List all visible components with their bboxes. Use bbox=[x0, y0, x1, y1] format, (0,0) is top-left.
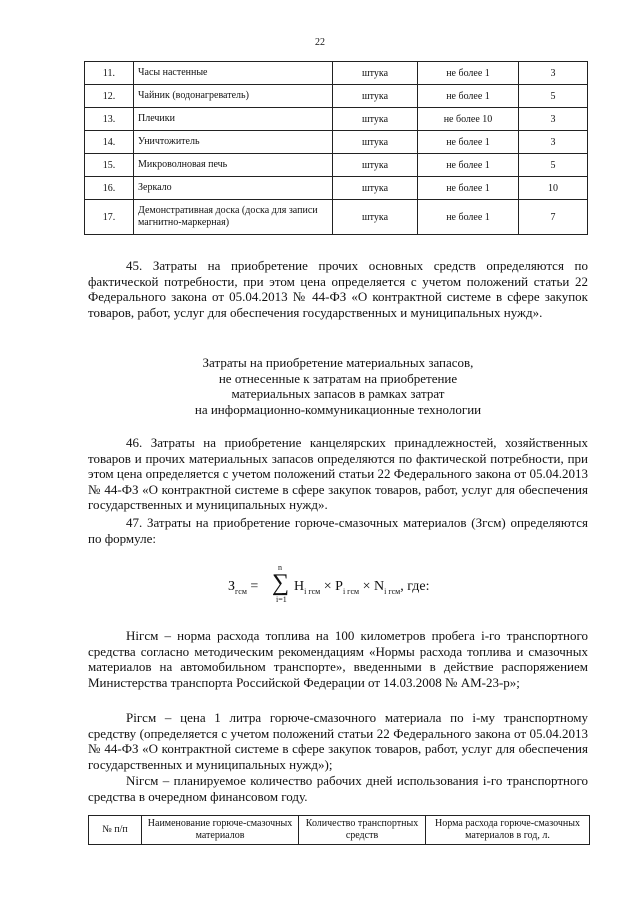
heading-line-1: Затраты на приобретение материальных запасов, bbox=[202, 355, 474, 370]
heading-line-4: на информационно-коммуникационные технологии bbox=[194, 401, 482, 417]
formula-rhs: $Н_{i гсм} \times Р_{i гсм} \times N_{i гсм}$, где: bbox=[294, 579, 430, 596]
definition-n-text: Niгсм – планируемое количество рабочих дней использования i-го транспортного средства в очередном финансовом году. bbox=[88, 773, 588, 804]
paragraph-45-text: 45. Затраты на приобретение прочих основных средств определяются по фактической потребности, при этом цена определяется с учетом положений статьи 22 Федерального закона от 05.04.2013 № 44-ФЗ «О контрактной системе в сфере закупок товаров, работ, услуг для обеспечения государственных и муниципальных нужд». bbox=[88, 258, 588, 320]
fuel-header-norm: Норма расхода горюче-смазочных материалов в год, л. bbox=[426, 816, 590, 845]
heading-line-3: материальных запасов в рамках затрат bbox=[231, 386, 445, 402]
fuel-table-header-row bbox=[89, 816, 590, 845]
definition-p bbox=[88, 710, 588, 772]
definition-h bbox=[88, 628, 588, 690]
cell-num: 17. bbox=[85, 200, 134, 235]
cell-limit: не более 1 bbox=[418, 200, 519, 235]
cell-limit: не более 1 bbox=[418, 177, 519, 200]
paragraph-46-text: 46. Затраты на приобретение канцелярских принадлежностей, хозяйственных товаров и прочих материальных запасов определяются по фактической потребности, при этом цена определяется с учетом положений статьи 22 Федерального закона от 05.04.2013 № 44-ФЗ «О контрактной системе в сфере закупок товаров, работ, услуг для обеспечения государственных и муниципальных нужд». bbox=[88, 435, 588, 513]
table-row bbox=[85, 108, 588, 131]
formula-lhs: $З_{гсм}$ = bbox=[228, 579, 259, 596]
cell-name: Чайник (водонагреватель) bbox=[134, 85, 333, 108]
cell-qty: 3 bbox=[519, 62, 588, 85]
fuel-cost-formula bbox=[228, 563, 488, 613]
heading-line-2: не отнесенные к затратам на приобретение bbox=[218, 370, 458, 386]
table-row bbox=[85, 200, 588, 235]
cell-qty: 7 bbox=[519, 200, 588, 235]
cell-name: Зеркало bbox=[134, 177, 333, 200]
cell-limit: не более 1 bbox=[418, 85, 519, 108]
cell-name: Микроволновая печь bbox=[134, 154, 333, 177]
sum-lower-limit: i=1 bbox=[276, 595, 287, 604]
cell-name: Демонстративная доска (доска для записи магнитно-маркерная) bbox=[134, 200, 333, 235]
sigma-icon: ∑ bbox=[272, 570, 290, 596]
cell-num: 13. bbox=[85, 108, 134, 131]
cell-unit: штука bbox=[333, 62, 418, 85]
cell-limit: не более 1 bbox=[418, 62, 519, 85]
items-table bbox=[84, 61, 588, 235]
definition-p-text: Piгсм – цена 1 литра горюче-смазочного материала по i-му транспортному средству (определяется с учетом положений статьи 22 Федерального закона от 05.04.2013 № 44-ФЗ «О контрактной системе в сфере закупок товаров, работ, услуг для обеспечения государственных и муниципальных нужд»); bbox=[88, 710, 588, 772]
definition-n bbox=[88, 773, 588, 804]
section-heading bbox=[88, 355, 588, 417]
cell-name: Плечики bbox=[134, 108, 333, 131]
cell-qty: 3 bbox=[519, 108, 588, 131]
table-row bbox=[85, 62, 588, 85]
table-row bbox=[85, 131, 588, 154]
paragraph-46 bbox=[88, 435, 588, 513]
cell-limit: не более 1 bbox=[418, 131, 519, 154]
cell-unit: штука bbox=[333, 85, 418, 108]
cell-qty: 5 bbox=[519, 85, 588, 108]
table-row bbox=[85, 154, 588, 177]
cell-limit: не более 10 bbox=[418, 108, 519, 131]
cell-qty: 10 bbox=[519, 177, 588, 200]
cell-unit: штука bbox=[333, 154, 418, 177]
fuel-header-vehicles: Количество транспортных средств bbox=[299, 816, 426, 845]
cell-unit: штука bbox=[333, 177, 418, 200]
cell-name: Уничтожитель bbox=[134, 131, 333, 154]
cell-num: 14. bbox=[85, 131, 134, 154]
cell-num: 15. bbox=[85, 154, 134, 177]
fuel-header-num: № п/п bbox=[89, 816, 142, 845]
table-row bbox=[85, 85, 588, 108]
cell-unit: штука bbox=[333, 108, 418, 131]
cell-qty: 5 bbox=[519, 154, 588, 177]
cell-num: 16. bbox=[85, 177, 134, 200]
cell-qty: 3 bbox=[519, 131, 588, 154]
cell-unit: штука bbox=[333, 200, 418, 235]
cell-unit: штука bbox=[333, 131, 418, 154]
paragraph-47-text: 47. Затраты на приобретение горюче-смазочных материалов (Згсм) определяются по формуле: bbox=[88, 515, 588, 546]
fuel-table bbox=[88, 815, 590, 845]
cell-limit: не более 1 bbox=[418, 154, 519, 177]
cell-name: Часы настенные bbox=[134, 62, 333, 85]
cell-num: 11. bbox=[85, 62, 134, 85]
fuel-header-name: Наименование горюче-смазочных материалов bbox=[142, 816, 299, 845]
paragraph-45 bbox=[88, 258, 588, 320]
table-row bbox=[85, 177, 588, 200]
paragraph-47 bbox=[88, 515, 588, 546]
sum-upper-limit: n bbox=[278, 563, 282, 572]
page-number: 22 bbox=[315, 37, 325, 48]
cell-num: 12. bbox=[85, 85, 134, 108]
definition-h-text: Нiгсм – норма расхода топлива на 100 километров пробега i-го транспортного средства согласно методическим рекомендациям «Нормы расхода топлива и смазочных материалов на автомобильном транспорте», введенными в действие распоряжением Министерства транспорта Российской Федерации от 14.03.2008 № АМ-23-р»; bbox=[88, 628, 588, 690]
